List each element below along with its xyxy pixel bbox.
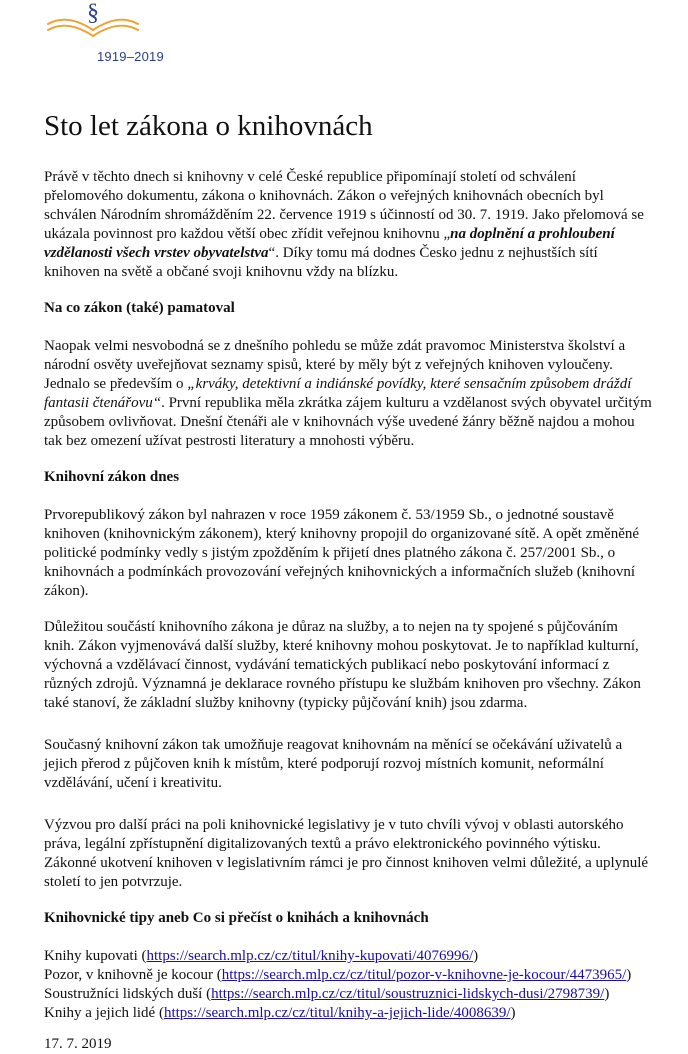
logo-year: 1919–2019: [97, 49, 164, 64]
article: [44, 106, 652, 1054]
open-book-icon: [44, 0, 144, 50]
section-paragraph: Důležitou součástí knihovního zákona je důraz na služby, a to nejen na ty spojené s půjčováním knih. Zákon vyjmenovává další služby, které knihovny mohou poskytovat. Je to například kulturní, výchovná a vzdělávací činnost, vydávání tematických publikací nebo poskytování informací z různých zdrojů. Významná je deklarace rovného přístupu ke službám knihoven pro všechny. Zákon také stanoví, že základní služby knihovny (typicky půjčování knih) jsou zdarma.: [44, 619, 641, 711]
book-link[interactable]: https://search.mlp.cz/cz/titul/pozor-v-knihovne-je-kocour/4473965/: [221, 967, 627, 983]
publish-date: 17. 7. 2019: [44, 1036, 112, 1052]
section-paragraph: Současný knihovní zákon tak umožňuje reagovat knihovnám na měnící se očekávání uživatelů a jejich přerod z půjčoven knih k místům, které podporují rozvoj místních komunit, neformální vzdělávání, učení i kreativitu.: [44, 737, 623, 791]
link-list: Knihy kupovati (https://search.mlp.cz/cz/titul/knihy-kupovati/4076996/) Pozor, v knihovně je kocour (https://search.mlp.cz/cz/titul/pozor-v-knihovne-je-kocour/4473965/) Soustružníci lidských duší (https://search.mlp.cz/cz/titul/soustruznici-lidskych-dusi/2798739/) Knihy a jejich lidé (https://search.mlp.cz/cz/titul/knihy-a-jejich-lide/4008639/): [44, 948, 632, 1021]
section-heading: Knihovnické tipy aneb Co si přečíst o knihách a knihovnách: [44, 910, 429, 926]
book-link[interactable]: https://search.mlp.cz/cz/titul/soustruznici-lidskych-dusi/2798739/: [211, 986, 605, 1002]
paragraph-sign-icon: §: [87, 0, 99, 26]
book-link[interactable]: https://search.mlp.cz/cz/titul/knihy-kupovati/4076996/: [146, 948, 474, 964]
quote-text: „krváky, detektivní a indiánské povídky, které sensačním způsobem dráždí fantasii čtenářovu“: [44, 376, 632, 411]
book-title: Knihy a jejich lidé: [44, 1005, 156, 1021]
section-paragraph: Výzvou pro další práci na poli knihovnické legislativy je v tuto chvíli vývoj v oblasti autorského práva, legální zpřístupnění digitalizovaných textů a právo elektronického povinného výtisku. Zákonné ukotvení knihoven v legislativním rámci je pro činnost knihoven velmi důležité, a uplynulé století to jen potvrzuje.: [44, 817, 649, 890]
section-paragraph: Prvorepublikový zákon byl nahrazen v roce 1959 zákonem č. 53/1959 Sb., o jednotné soustavě knihoven (knihovnickým zákonem), který knihovny propojil do organizované sítě. A opět změněné politické podmínky vedly s jistým zpožděním k přijetí dnes platného zákona č. 257/2001 Sb., o knihovnách a podmínkách provozování veřejných knihovnických a informačních služeb (knihovní zákon).: [44, 507, 640, 599]
section-heading: Knihovní zákon dnes: [44, 469, 180, 485]
intro-emphasis: na doplnění a prohloubení vzdělanosti všech vrstev obyvatelstva: [44, 226, 615, 261]
intro-paragraph: [44, 168, 652, 282]
book-link[interactable]: https://search.mlp.cz/cz/titul/knihy-a-jejich-lide/4008639/: [163, 1005, 511, 1021]
intro-text-end: “. Díky tomu má dodnes Česko jednu z nejhustších sítí knihoven na světě a občané svoji knihovnu vždy na blízku.: [44, 245, 598, 280]
paragraph-text: Naopak velmi nesvobodná se z dnešního pohledu se může zdát pravomoc Ministerstva školství a národní osvěty uveřejňovat seznamy spisů, které by měly být z veřejných knihoven vyloučeny. Jednalo se především o: [44, 338, 626, 392]
book-title: Knihy kupovati: [44, 948, 138, 964]
page-title: Sto let zákona o knihovnách: [44, 110, 373, 142]
section-heading: Na co zákon (také) pamatoval: [44, 300, 235, 316]
book-title: Pozor, v knihovně je kocour: [44, 967, 213, 983]
anniversary-logo: [44, 0, 164, 70]
intro-text: Právě v těchto dnech si knihovny v celé České republice připomínají století od schválení přelomového dokumentu, zákona o knihovnách. Zákon o veřejných knihovnách obecních byl schválen Národním shromážděním 22. července 1919 s účinností od 30. 7. 1919. Jako přelomová se ukázala povinnost pro každou větší obec zřídit veřejnou knihovnu „: [44, 169, 644, 242]
book-title: Soustružníci lidských duší: [44, 986, 203, 1002]
section-paragraph: [44, 337, 652, 451]
paragraph-text-end: . První republika měla zkrátka zájem kulturu a vzdělanost svých obyvatel určitým způsobem ovlivňovat. Dnešní čtenáři ale v knihovnách výše uvedené žánry běžně najdou a mohou tak bez omezení užívat pestrosti literatury a mnohosti výběru.: [44, 395, 652, 449]
